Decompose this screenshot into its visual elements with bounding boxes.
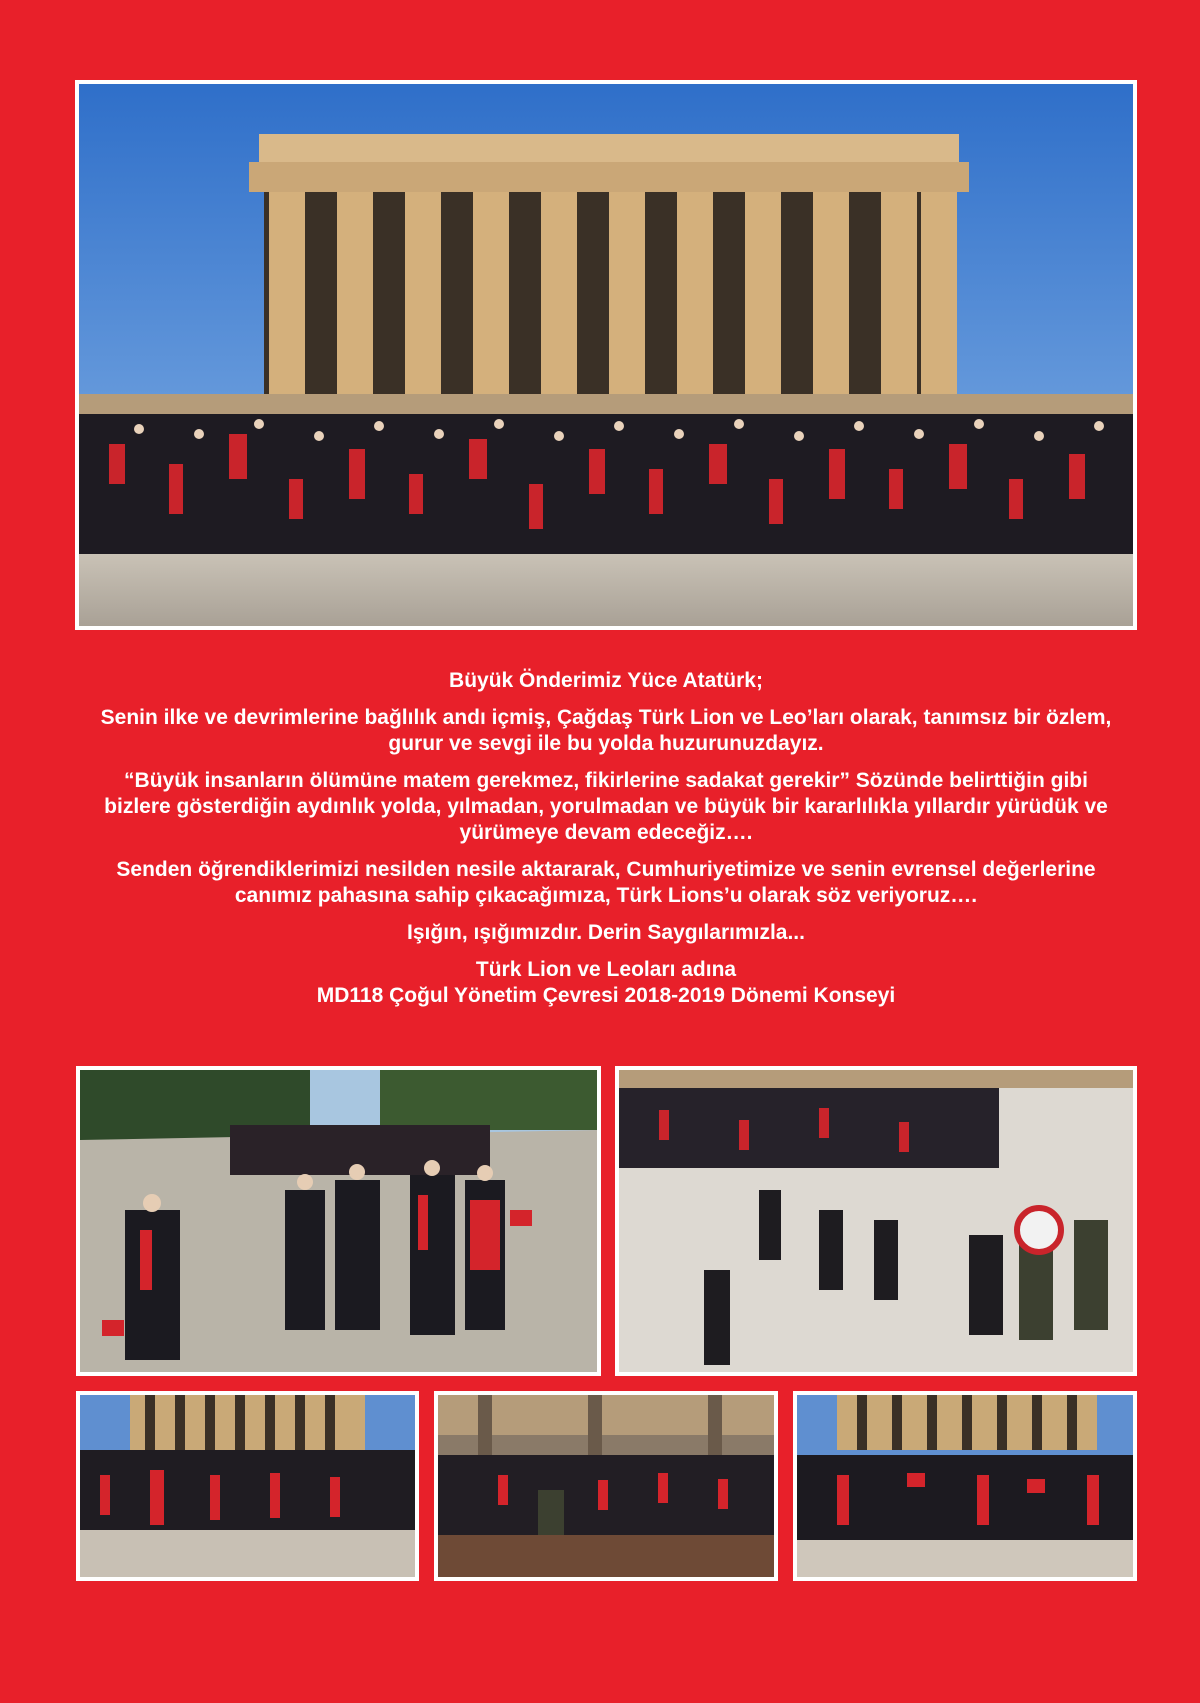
- message-line: Senden öğrendiklerimizi nesilden nesile aktararak, Cumhuriyetimize ve senin evrensel değerlerine: [116, 858, 1096, 881]
- signature-line: Türk Lion ve Leoları adına: [475, 958, 737, 981]
- message-line: yürümeye devam edeceğiz….: [459, 821, 753, 844]
- commemorative-message: [80, 668, 1132, 1009]
- signature-line: MD118 Çoğul Yönetim Çevresi 2018-2019 Dönemi Konseyi: [316, 984, 896, 1007]
- message-salutation: Büyük Önderimiz Yüce Atatürk;: [449, 669, 763, 692]
- photo-group-front-steps: [76, 1391, 419, 1581]
- message-paragraph-1: [80, 705, 1132, 757]
- photo-wreath-ceremony: [615, 1066, 1137, 1376]
- message-line: bizlere gösterdiğin aydınlık yolda, yılmadan, yorulmadan ve büyük bir kararlılıkla yıllardır yürüdük ve: [104, 795, 1108, 818]
- photo-group-flags: [793, 1391, 1137, 1581]
- message-line: “Büyük insanların ölümüne matem gerekmez, fikirlerine sadakat gerekir” Sözünde belirttiğin gibi: [124, 769, 1088, 792]
- photo-mausoleum-group: [75, 80, 1137, 630]
- photo-hall-of-honor: [434, 1391, 778, 1581]
- message-signature: [80, 957, 1132, 1009]
- photo-lions-road-walk: [76, 1066, 601, 1376]
- message-line: gurur ve sevgi ile bu yolda huzurunuzdayız.: [388, 732, 824, 755]
- message-line: Senin ilke ve devrimlerine bağlılık andı içmiş, Çağdaş Türk Lion ve Leo’ları olarak, tanımsız bir özlem,: [100, 706, 1112, 729]
- message-line: canımız pahasına sahip çıkacağımıza, Türk Lions’u olarak söz veriyoruz….: [234, 884, 978, 907]
- message-paragraph-3: [80, 857, 1132, 909]
- message-paragraph-2: [80, 768, 1132, 846]
- message-closing: Işığın, ışığımızdır. Derin Saygılarımızla...: [407, 921, 805, 944]
